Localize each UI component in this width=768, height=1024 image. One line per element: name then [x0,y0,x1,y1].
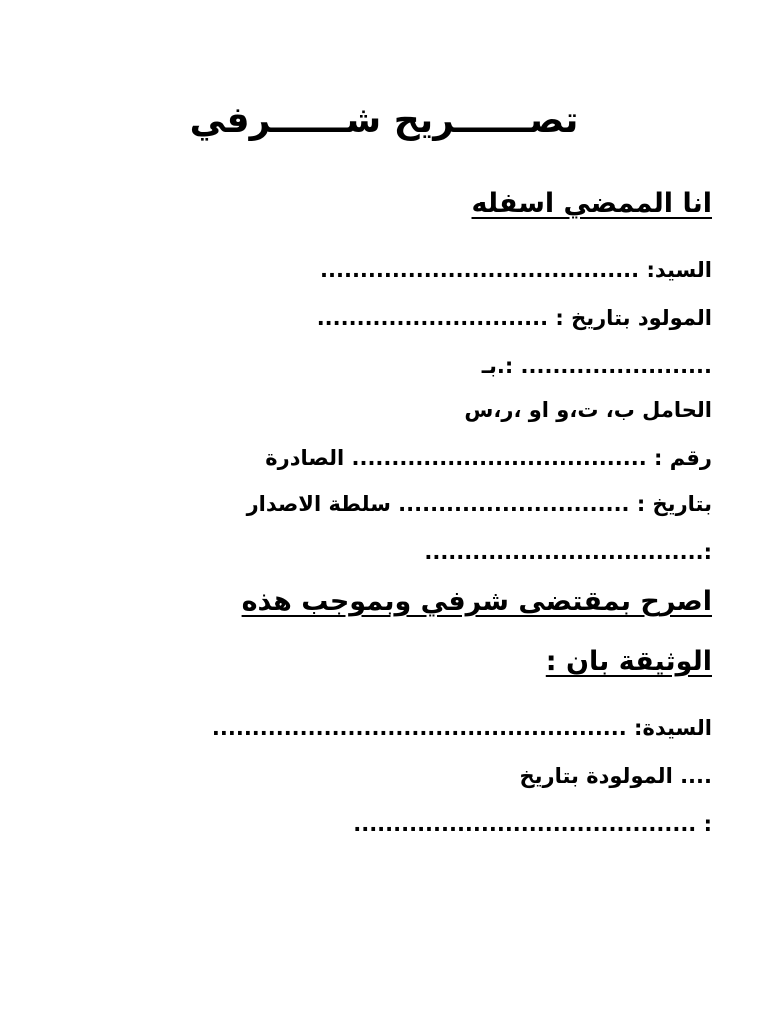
female-birth-date-line: .... المولودة بتاريخ [519,764,712,788]
id-number-line: رقم : ..................................... الصادرة [265,446,712,470]
intro-heading: انا الممضي اسفله [471,188,712,219]
declaration-heading-line-2: الوثيقة بان : [545,646,712,677]
mrs-name-line: السيدة: .................................................... [211,716,712,740]
id-holder-line: الحامل ب، ت،و او ،ر،س [464,398,712,422]
issue-date-authority-line: بتاريخ : ............................. سلطة الاصدار [246,492,712,516]
mr-name-line: السيد: ........................................ [320,258,712,282]
birth-place-line: ........................ :.بـ [481,354,712,378]
birth-date-line: المولود بتاريخ : ............................. [316,306,712,330]
authority-value-line: ...................................: [424,540,712,564]
final-dotted-line: ........................................... : [353,812,712,836]
declaration-heading-line-1: اصرح بمقتضى شرفي وبموجب هذه [241,586,712,617]
document-title: تصــــــريح شــــــرفي [189,100,579,141]
